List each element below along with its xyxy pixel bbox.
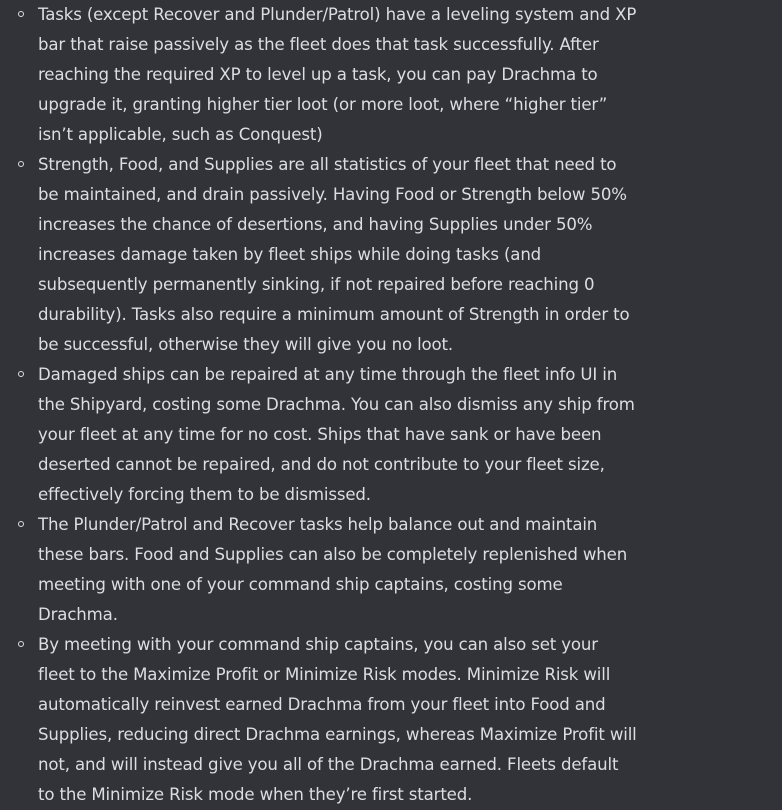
list-item	[38, 0, 638, 150]
bullet-circle-icon	[18, 371, 24, 377]
list-item-text: Tasks (except Recover and Plunder/Patrol) have a leveling system and XP bar that raise passively as the fleet does that task successfully. After reaching the required XP to level up a task, you can pay Drachma to upgrade it, granting higher tier loot (or more loot, where “higher tier” isn’t applicable, such as Conquest)	[38, 5, 637, 144]
bullet-circle-icon	[18, 11, 24, 17]
list-item	[38, 510, 638, 630]
bullet-circle-icon	[18, 161, 24, 167]
list-item-text: Strength, Food, and Supplies are all statistics of your fleet that need to be maintained, and drain passively. Having Food or Strength below 50% increases the chance of desertions, and having Supplies under 50% increases damage taken by fleet ships while doing tasks (and subsequently permanently sinking, if not repaired before reaching 0 durability). Tasks also require a minimum amount of Strength in order to be successful, otherwise they will give you no loot.	[38, 155, 630, 354]
bullet-circle-icon	[18, 521, 24, 527]
list-item	[38, 360, 638, 510]
list-item-text: The Plunder/Patrol and Recover tasks help balance out and maintain these bars. Food and Supplies can also be completely replenished when meeting with one of your command ship captains, costing some Drachma.	[38, 515, 628, 624]
list-item	[38, 150, 638, 360]
list-item-text: Damaged ships can be repaired at any time through the fleet info UI in the Shipyard, costing some Drachma. You can also dismiss any ship from your fleet at any time for no cost. Ships that have sank or have been deserted cannot be repaired, and do not contribute to your fleet size, effectively forcing them to be dismissed.	[38, 365, 635, 504]
list-item	[38, 630, 638, 810]
list-item-text: By meeting with your command ship captains, you can also set your fleet to the Maximize Profit or Minimize Risk modes. Minimize Risk will automatically reinvest earned Drachma from your fleet into Food and Supplies, reducing direct Drachma earnings, whereas Maximize Profit will not, and will instead give you all of the Drachma earned. Fleets default to the Minimize Risk mode when they’re first started.	[38, 635, 637, 804]
bullet-circle-icon	[18, 641, 24, 647]
